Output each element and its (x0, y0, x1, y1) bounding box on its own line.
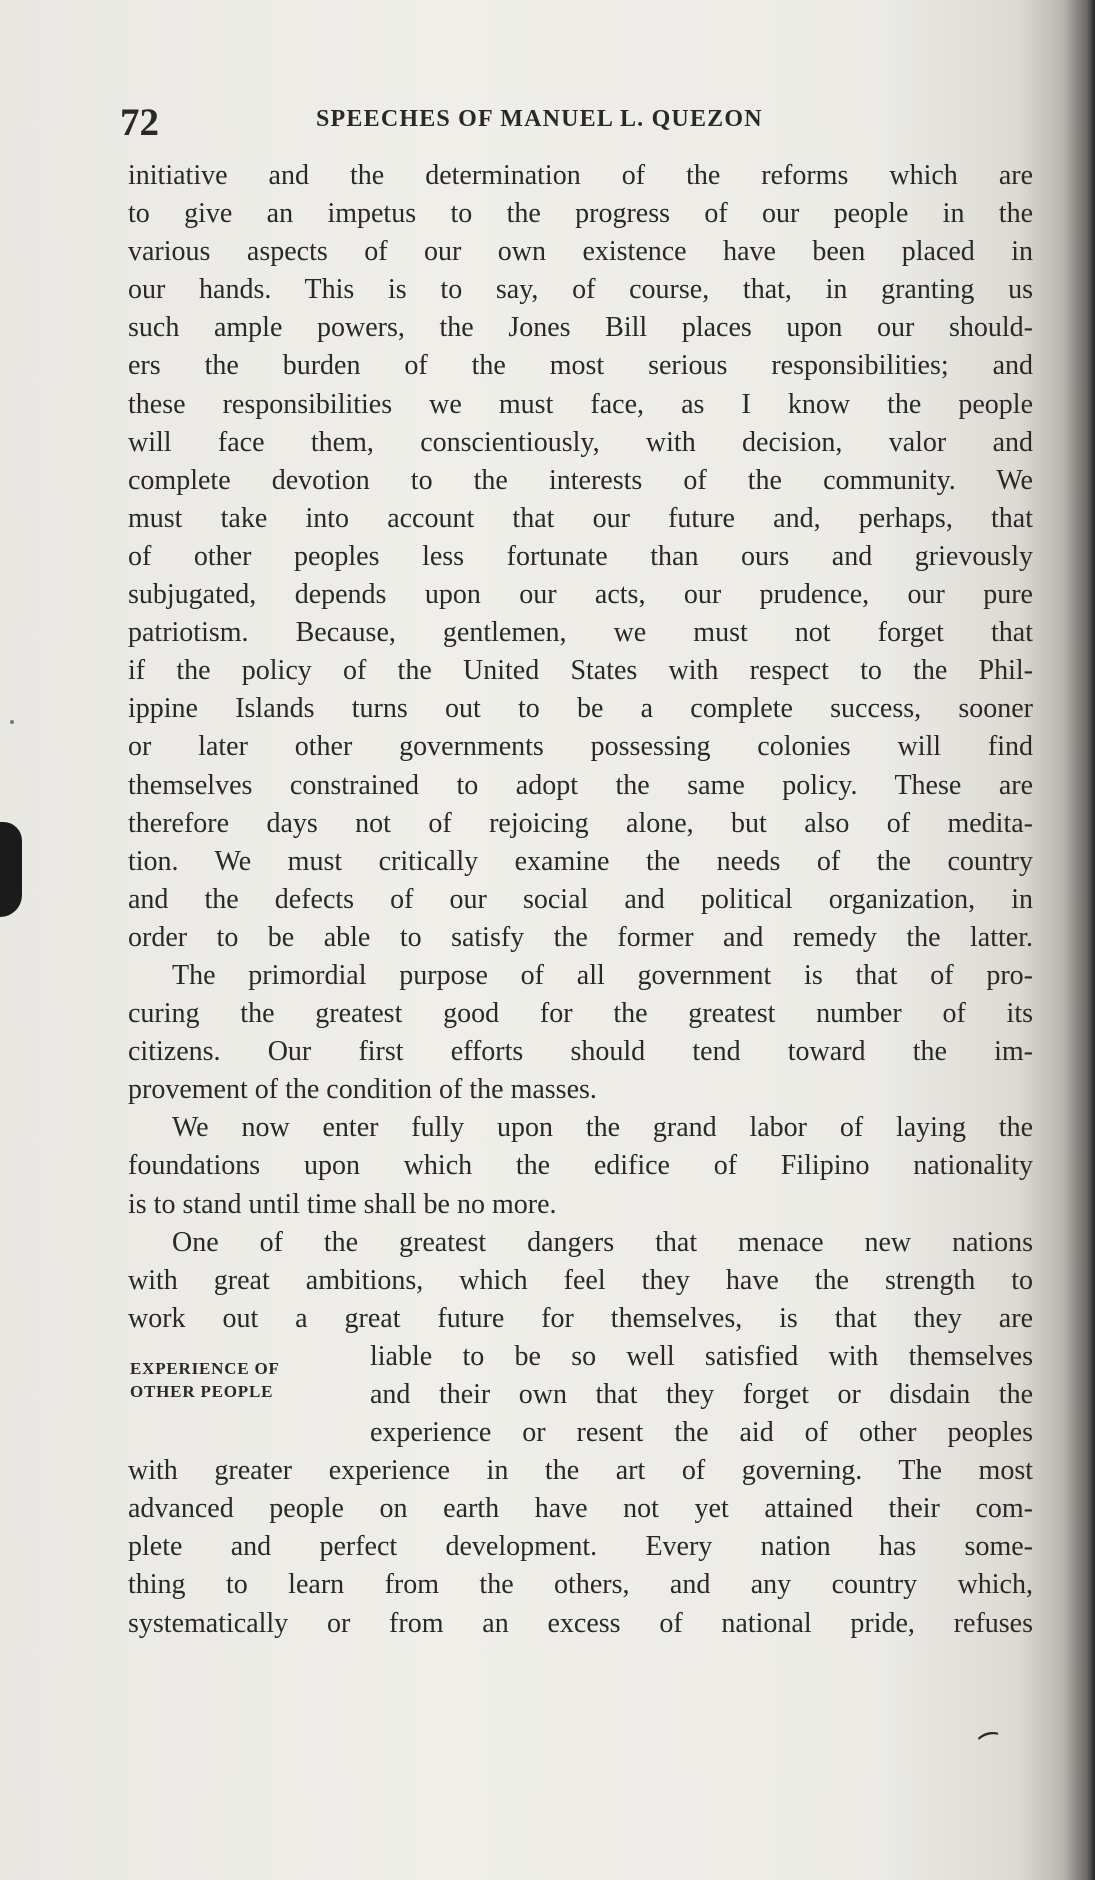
catchword-mark-icon: ⁀ (978, 1731, 1003, 1760)
text-line: these responsibilities we must face, as I know the people (128, 388, 1033, 420)
text-line: order to be able to satisfy the former and remedy the latter. (128, 921, 1033, 953)
running-head: SPEECHES OF MANUEL L. QUEZON (316, 106, 763, 132)
text-line: of other peoples less fortunate than ours and grievously (128, 540, 1033, 572)
text-line: with great ambitions, which feel they have the strength to (128, 1264, 1033, 1296)
text-line: work out a great future for themselves, is that they are (128, 1302, 1033, 1334)
text-line: complete devotion to the interests of the community. We (128, 464, 1033, 496)
text-line: will face them, conscientiously, with decision, valor and (128, 426, 1033, 458)
text-line: systematically or from an excess of national pride, refuses (128, 1607, 1033, 1639)
text-line: tion. We must critically examine the needs of the country (128, 845, 1033, 877)
paper-speck (10, 720, 14, 724)
paragraph-start-line: The primordial purpose of all government is that of pro- (172, 959, 1033, 991)
text-line: therefore days not of rejoicing alone, but also of medita- (128, 807, 1033, 839)
text-line: or later other governments possessing colonies will find (128, 731, 1033, 763)
text-line: foundations upon which the edifice of Filipino nationality (128, 1150, 1033, 1182)
binding-shadow (0, 822, 22, 917)
page-header (120, 100, 1040, 160)
text-line: such ample powers, the Jones Bill places upon our should- (128, 312, 1033, 344)
paragraph-end-line: provement of the condition of the masses. (128, 1074, 597, 1106)
text-line: to give an impetus to the progress of our people in the (128, 198, 1033, 230)
text-line: advanced people on earth have not yet attained their com- (128, 1493, 1033, 1525)
text-line: various aspects of our own existence have been placed in (128, 236, 1033, 268)
margin-note (130, 1357, 360, 1403)
text-line: our hands. This is to say, of course, that, in granting us (128, 274, 1033, 306)
text-line: if the policy of the United States with respect to the Phil- (128, 655, 1033, 687)
text-line: initiative and the determination of the reforms which are (128, 160, 1033, 191)
text-line: citizens. Our first efforts should tend toward the im- (128, 1036, 1033, 1068)
text-line: themselves constrained to adopt the same policy. These are (128, 769, 1033, 801)
text-line: ers the burden of the most serious responsibilities; and (128, 350, 1033, 382)
text-line: curing the greatest good for the greatest number of its (128, 998, 1033, 1030)
body-text (128, 157, 1033, 1643)
page-number: 72 (120, 101, 159, 144)
paragraph-start-line: One of the greatest dangers that menace new nations (172, 1226, 1033, 1258)
text-line: subjugated, depends upon our acts, our prudence, our pure (128, 579, 1033, 611)
paragraph-end-line: is to stand until time shall be no more. (128, 1188, 557, 1220)
text-line-beside-sidenote: liable to be so well satisfied with themselves (370, 1340, 1033, 1372)
text-line: ippine Islands turns out to be a complete success, sooner (128, 693, 1033, 725)
text-line: must take into account that our future and, perhaps, that (128, 502, 1033, 534)
text-line: patriotism. Because, gentlemen, we must not forget that (128, 617, 1033, 649)
margin-note-line: OTHER PEOPLE (130, 1382, 274, 1401)
margin-note-line: EXPERIENCE OF (130, 1359, 280, 1378)
text-line: plete and perfect development. Every nation has some- (128, 1531, 1033, 1563)
text-line: with greater experience in the art of governing. The most (128, 1455, 1033, 1487)
text-line-beside-sidenote: experience or resent the aid of other peoples (370, 1417, 1033, 1449)
text-line-beside-sidenote: and their own that they forget or disdain the (370, 1379, 1033, 1410)
text-line: and the defects of our social and political organization, in (128, 883, 1033, 915)
paragraph-start-line: We now enter fully upon the grand labor of laying the (172, 1112, 1033, 1144)
text-line: thing to learn from the others, and any country which, (128, 1569, 1033, 1601)
